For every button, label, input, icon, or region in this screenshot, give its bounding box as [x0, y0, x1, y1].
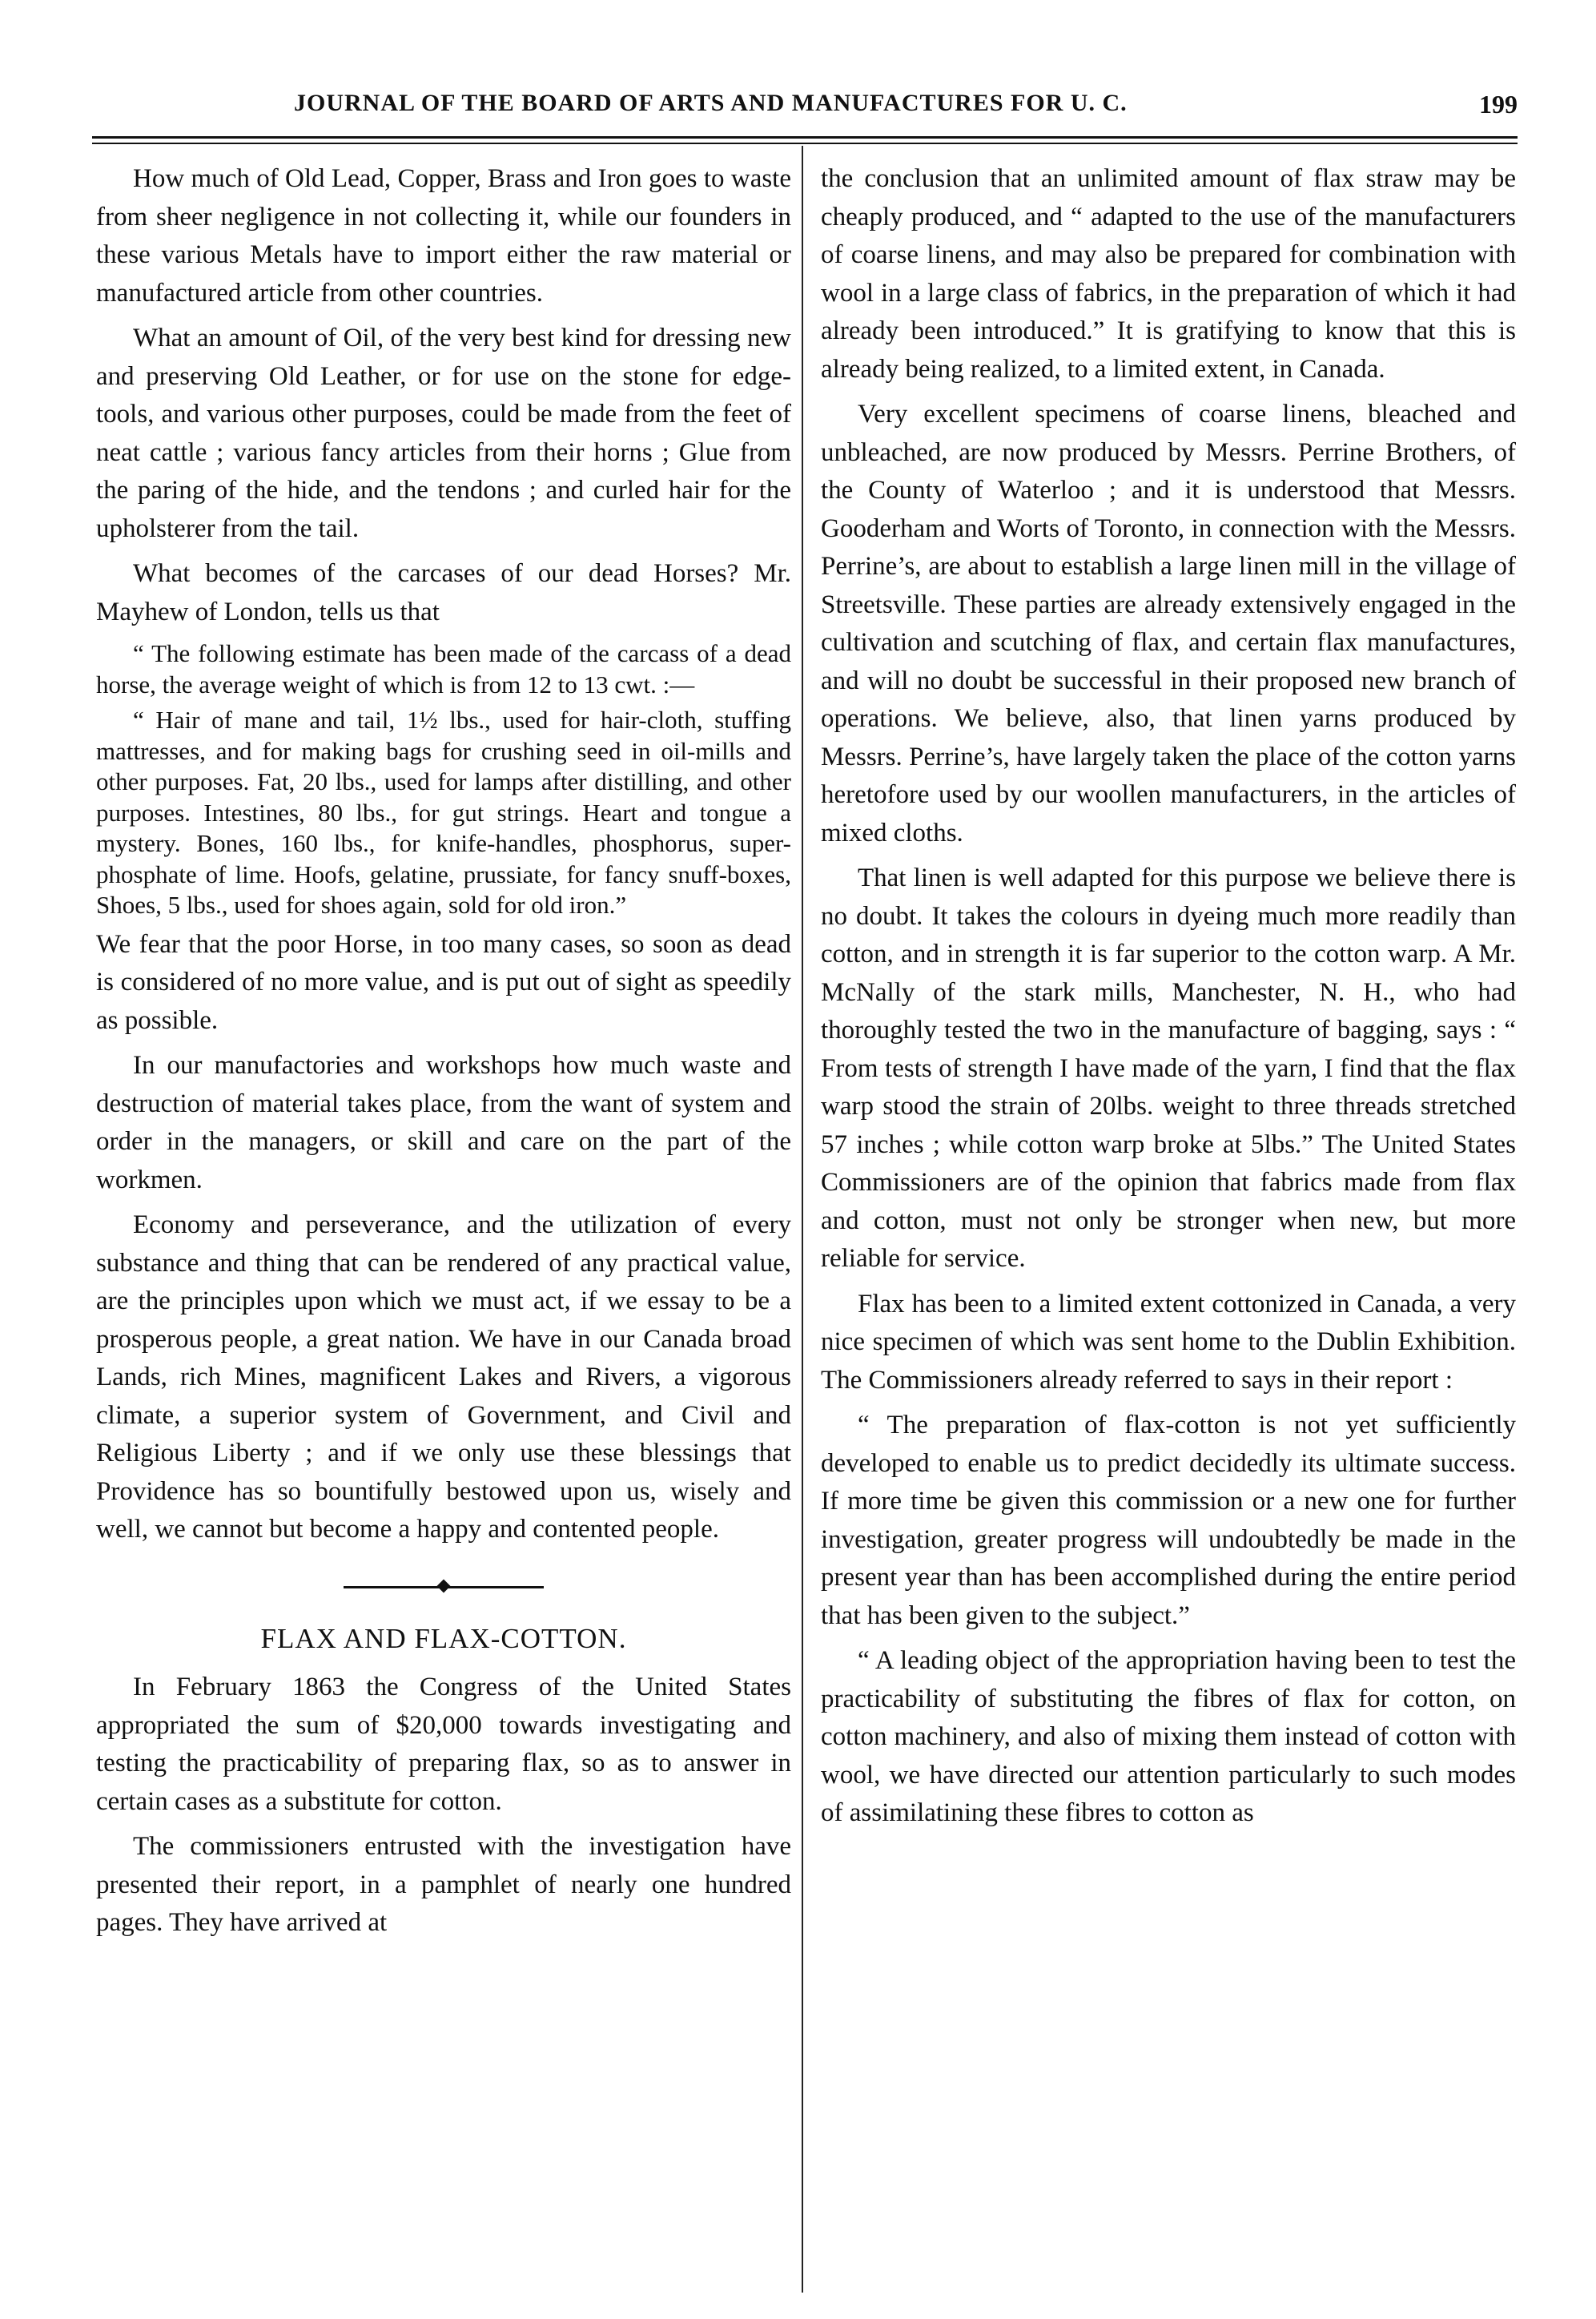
running-header [92, 87, 1518, 127]
page-number: 199 [1479, 90, 1518, 119]
header-rule-secondary [92, 143, 1518, 144]
quote-paragraph: “ The following estimate has been made of the carcass of a dead horse, the average weight of which is from 12 to 13 cwt. :— [96, 639, 791, 699]
paragraph: What an amount of Oil, of the very best kind for dressing new and preserving Old Leather, or for use on the stone for edge-tools, and various other purposes, could be made from the feet of neat cattle ; various fancy articles from their horns ; Glue from the paring of the hide, and the tendons ; and curled hair for the upholsterer from the tail. [96, 324, 791, 543]
right-column [821, 160, 1516, 1840]
column-divider [802, 146, 803, 2293]
paragraph: In February 1863 the Congress of the United States appropriated the sum of $20,000 towards investigating and testing the practicability of preparing flax, so as to answer in certain cases as a substitute for cotton. [96, 1673, 791, 1816]
paragraph: Flax has been to a limited extent cottonized in Canada, a very nice specimen of which was sent home to the Dublin Exhibition. The Commissioners already referred to says in their report : [821, 1289, 1516, 1395]
paragraph: Economy and perseverance, and the utilization of every substance and thing that can be rendered of any practical value, are the principles upon which we must act, if we essay to be a prosperous people, a great nation. We have in our Canada broad Lands, rich Mines, magnificent Lakes and Rivers, a vigorous climate, a superior system of Government, and Civil and Religious Liberty ; and if we only use these blessings that Providence has so bountifully bestowed upon us, wisely and well, we cannot but become a happy and contented people. [96, 1210, 791, 1544]
section-separator [96, 1564, 791, 1612]
paragraph: What becomes of the carcases of our dead Horses? Mr. Mayhew of London, tells us that [96, 559, 791, 626]
paragraph: We fear that the poor Horse, in too many cases, so soon as dead is considered of no more value, and is put out of sight as speedily as possible. [96, 929, 791, 1035]
separator-ornament [437, 1580, 451, 1593]
journal-title: JOURNAL OF THE BOARD OF ARTS AND MANUFACTURES FOR U. C. [294, 90, 1128, 116]
paragraph: The commissioners entrusted with the investigation have presented their report, in a pamphlet of nearly one hundred pages. They have arrived at [96, 1832, 791, 1937]
paragraph: How much of Old Lead, Copper, Brass and Iron goes to waste from sheer negligence in not collecting it, while our founders in these various Metals have to import either the raw material or manufactured article from other countries. [96, 164, 791, 308]
paragraph: the conclusion that an unlimited amount of flax straw may be cheaply produced, and “ adapted to the use of the manufacturers of coarse linens, and may also be prepared for combination with wool in a large class of fabrics, in the preparation of which it had already been introduced.” It is gratifying to know that this is already being realized, to a limited extent, in Canada. [821, 164, 1516, 384]
quote-paragraph: “ A leading object of the appropriation having been to test the practicability of substituting the fibres of flax for cotton, on cotton machinery, and also of mixing them instead of cotton with wool, we have directed our attention particularly to such modes of assimilatining these fibres to cotton as [821, 1646, 1516, 1827]
left-column [96, 160, 791, 1950]
quote-paragraph: “ Hair of mane and tail, 1½ lbs., used for hair-cloth, stuffing mattresses, and for making bags for crushing seed in oil-mills and other purposes. Fat, 20 lbs., used for lamps after distilling, and other purposes. Intestines, 80 lbs., for gut strings. Heart and tongue a mystery. Bones, 160 lbs., for knife-handles, phosphorus, super-phosphate of lime. Hoofs, gelatine, prussiate, for fancy snuff-boxes, Shoes, 5 lbs., used for shoes again, sold for old iron.” [96, 706, 791, 919]
section-title: FLAX AND FLAX-COTTON. [260, 1622, 627, 1654]
paragraph: Very excellent specimens of coarse linens, bleached and unbleached, are now produced by Messrs. Perrine Brothers, of the County of Waterloo ; and it is understood that Messrs. Gooderham and Worts of Toronto, in connection with the Messrs. Perrine’s, are about to establish a large linen mill in the village of Streetsville. These parties are already extensively engaged in the cultivation and scutching of flax, and certain flax manufactures, and will no doubt be successful in their proposed new branch of operations. We believe, also, that linen yarns produced by Messrs. Perrine’s, have largely taken the place of the cotton yarns heretofore used by our woollen manufacturers, in the articles of mixed cloths. [821, 400, 1516, 847]
quote-paragraph: “ The preparation of flax-cotton is not yet sufficiently developed to enable us to predict decidedly its ultimate success. If more time be given this commission or a new one for further investigation, greater progress will undoubtedly be made in the present year than has been accomplished during the entire period that has been given to the subject.” [821, 1411, 1516, 1630]
paragraph: That linen is well adapted for this purpose we believe there is no doubt. It takes the colours in dyeing much more readily than cotton, and in strength it is far superior to the cotton warp. A Mr. McNally of the stark mills, Manchester, N. H., who had thoroughly tested the two in the manufacture of bagging, says : “ From tests of strength I have made of the yarn, I find that the flax warp stood the strain of 20lbs. weight to three threads stretched 57 inches ; while cotton warp broke at 5lbs.” The United States Commissioners are of the opinion that fabrics made from flax and cotton, must not only be stronger when new, but more reliable for service. [821, 864, 1516, 1273]
header-rule [92, 136, 1518, 139]
paragraph: In our manufactories and workshops how much waste and destruction of material takes place, from the want of system and order in the managers, or skill and care on the part of the workmen. [96, 1051, 791, 1194]
